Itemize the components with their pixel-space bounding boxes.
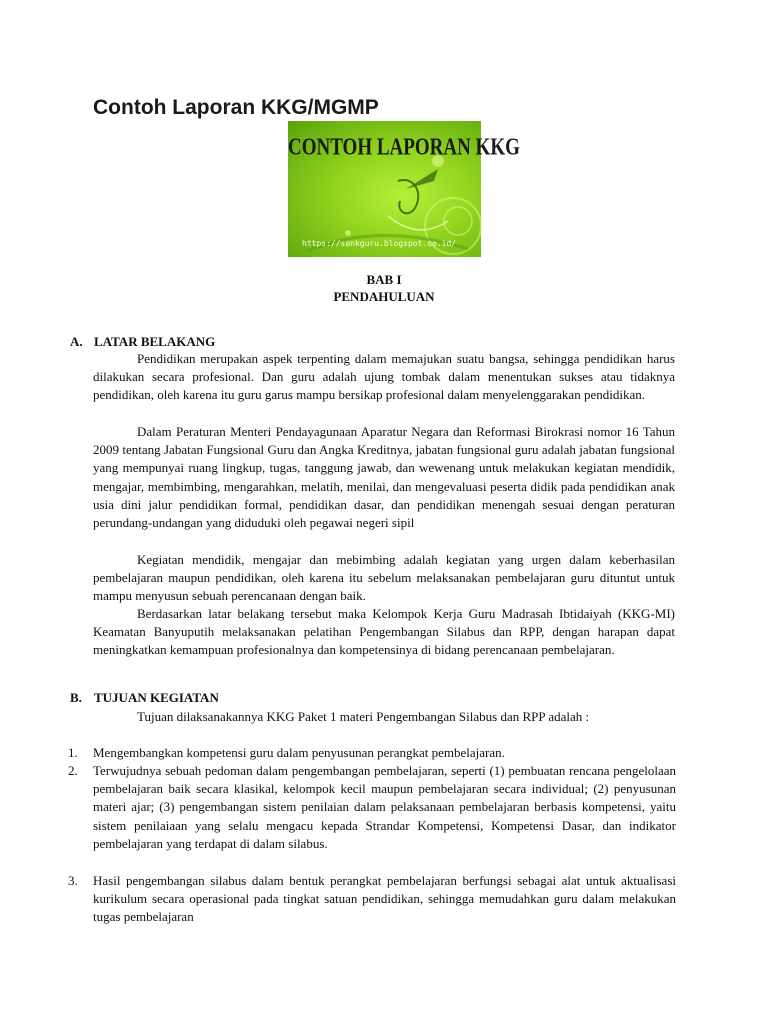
- section-a-paragraph: Berdasarkan latar belakang tersebut maka Kelompok Kerja Guru Madrasah Ibtidaiyah (KKG-MI) Keamatan Banyuputih melaksanakan pelatihan Pengembangan Silabus dan RPP, dengan harapan dapat meningkatkan kemampuan profesionalnya dan kompetensinya di bidang perencanaan pembelajaran.: [93, 606, 675, 658]
- list-item: [68, 744, 676, 762]
- banner-title: CONTOH LAPORAN KKG: [288, 134, 520, 161]
- section-b-intro: Tujuan dilaksanakannya KKG Paket 1 materi Pengembangan Silabus dan RPP adalah :: [137, 709, 590, 724]
- section-b-heading: [70, 690, 219, 706]
- banner-image: [288, 121, 520, 257]
- section-b-title: TUJUAN KEGIATAN: [94, 690, 219, 705]
- section-a-heading: [70, 334, 215, 350]
- section-b-letter: B.: [70, 690, 82, 705]
- list-item: [68, 762, 676, 853]
- section-a-paragraph: Kegiatan mendidik, mengajar dan mebimbing adalah kegiatan yang urgen dalam keberhasilan pembelajaran maupun pendidikan, oleh karena itu sebelum melaksanakan pembelajaran guru dituntut untuk mampu menyusun sebuah perencanaan dengan baik.: [93, 552, 675, 604]
- section-a-paragraph: Pendidikan merupakan aspek terpenting dalam memajukan suatu bangsa, sehingga pendidikan harus dilakukan secara profesional. Dan guru adalah ujung tombak dalam menentukan sukses atau tidaknya pendidikan, oleh karena itu guru garus mampu bersikap profesional dalam menyelenggarakan pendidikan.: [93, 351, 675, 403]
- list-item: [68, 872, 676, 927]
- list-item-number: 3.: [68, 873, 78, 888]
- list-item-number: 1.: [68, 745, 78, 760]
- section-a-paragraph: Dalam Peraturan Menteri Pendayagunaan Aparatur Negara dan Reformasi Birokrasi nomor 16 Tahun 2009 tentang Jabatan Fungsional Guru dan Angka Kreditnya, jabatan fungsional guru adalah jabatan fungsional yang mempunyai ruang lingkup, tugas, tanggung jawab, dan wewenang untuk melakukan kegiatan mendidik, mengajar, membimbing, mengarahkan, melatih, menilai, dan mengevaluasi peserta didik pada pendidikan anak usia dini jalur pendidikan formal, pendidikan dasar, dan pendidikan menengah sesuai dengan peraturan perundang-undangan yang diduduki oleh pegawai negeri sipil: [93, 424, 675, 531]
- list-item-text: Hasil pengembangan silabus dalam bentuk perangkat pembelajaran berfungsi sebagai alat untuk aktualisasi kurikulum secara operasional pada tingkat satuan pendidikan, sehingga memudahkan guru dalam melakukan tugas pembelajaran: [93, 873, 676, 925]
- section-a-letter: A.: [70, 334, 83, 349]
- chapter-title: PENDAHULUAN: [333, 289, 435, 304]
- list-item-number: 2.: [68, 763, 78, 778]
- chapter-number: BAB I: [366, 272, 402, 287]
- banner-url: https://sankguru.blogspot.co.id/: [302, 239, 457, 248]
- list-item-text: Terwujudnya sebuah pedoman dalam pengembangan pembelajaran, seperti (1) pembuatan rencana pengelolaan pembelajaran baik secara klasikal, kelompok kecil maupun pembelajaran secara individual; (2) penyusunan materi ajar; (3) pengembangan sistem penilaian dalam pelaksanaan pembelajaran berbasis kompetensi, yaitu sistem penilaiaan yang selalu mengacu kepada Strandar Kompetensi, Kompetensi Dasar, dan indikator pembelajaran yang terdapat di dalam silabus.: [93, 763, 676, 851]
- document-title: Contoh Laporan KKG/MGMP: [93, 96, 379, 119]
- section-a-title: LATAR BELAKANG: [94, 334, 216, 349]
- list-item-text: Mengembangkan kompetensi guru dalam penyusunan perangkat pembelajaran.: [93, 745, 505, 760]
